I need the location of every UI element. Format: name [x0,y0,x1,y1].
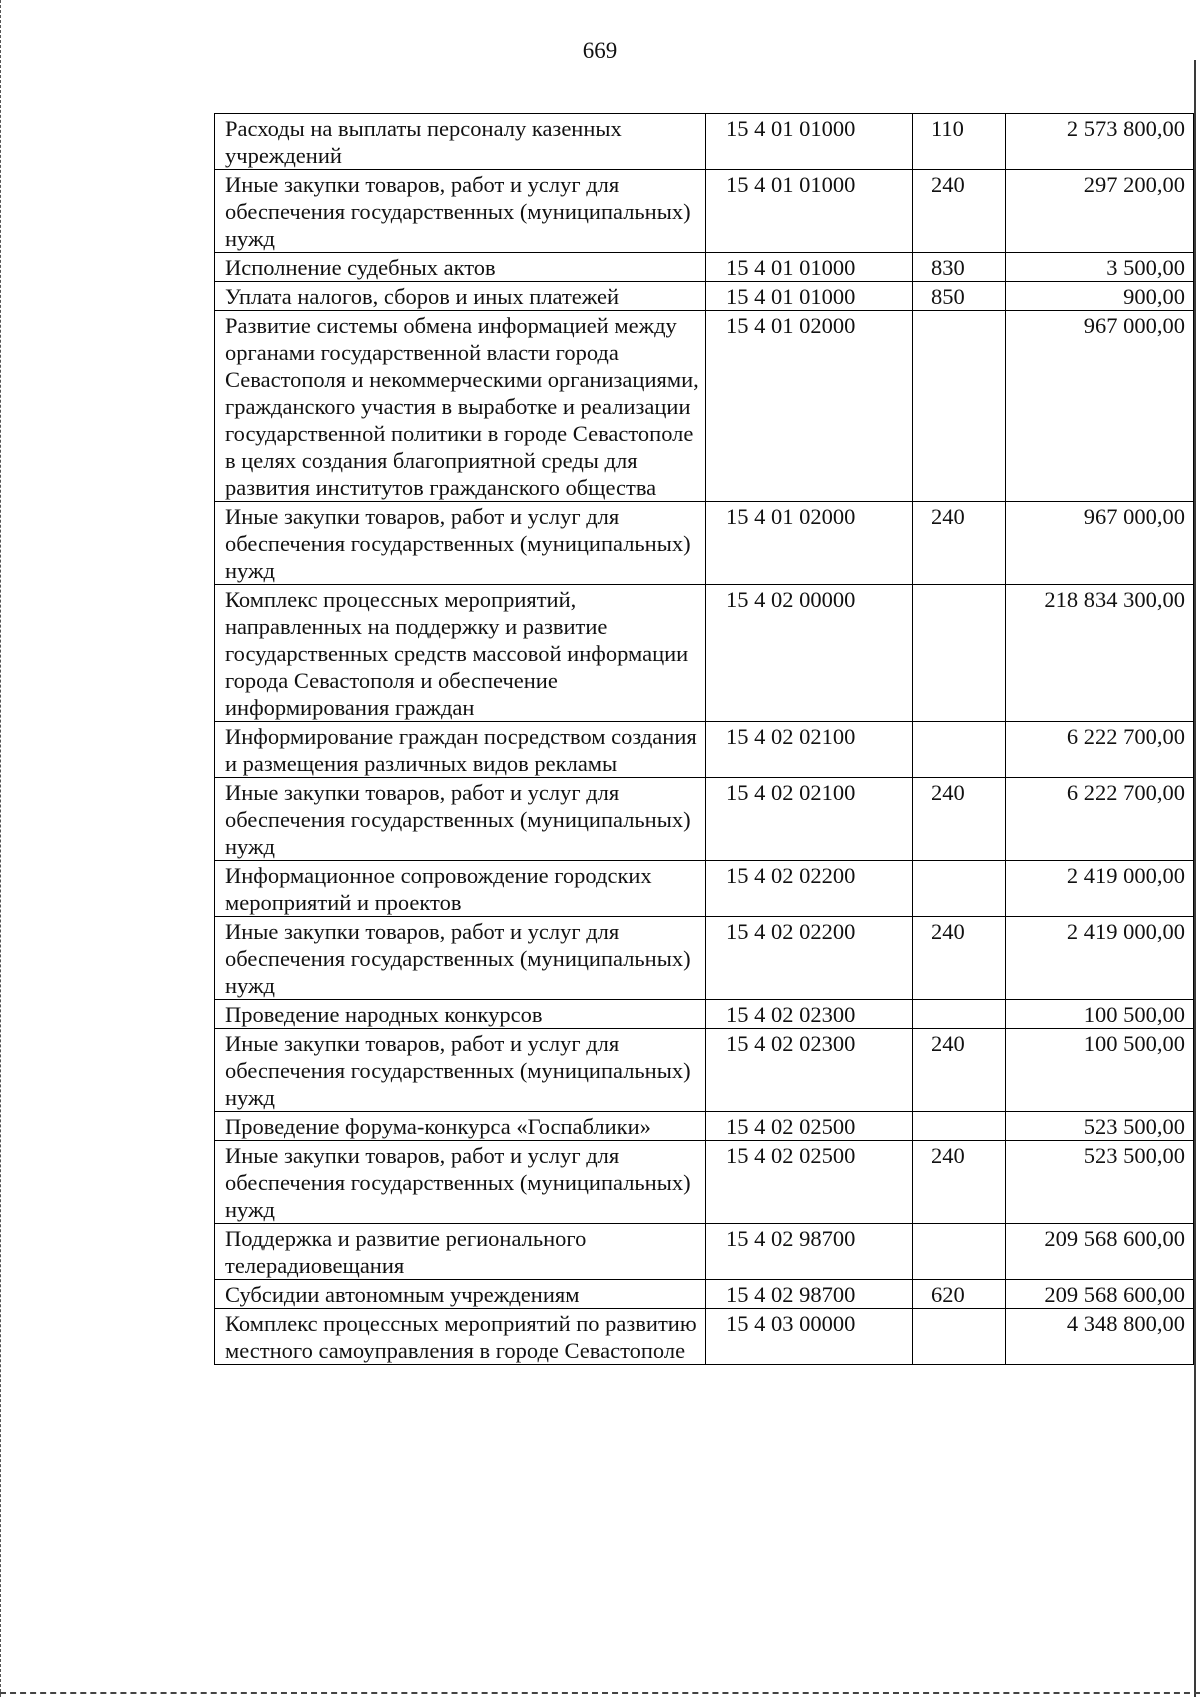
expense-name-cell: Уплата налогов, сборов и иных платежей [215,282,706,311]
expense-type-cell [913,1112,1006,1141]
expense-type-cell: 850 [913,282,1006,311]
expense-name-cell: Проведение форума-конкурса «Госпаблики» [215,1112,706,1141]
amount-cell: 2 419 000,00 [1006,917,1194,1000]
expense-type-cell [913,1000,1006,1029]
amount-cell: 209 568 600,00 [1006,1224,1194,1280]
amount-cell: 523 500,00 [1006,1141,1194,1224]
expense-name-cell: Расходы на выплаты персоналу казенных учреждений [215,114,706,170]
target-code-cell: 15 4 03 00000 [706,1309,913,1365]
amount-cell: 6 222 700,00 [1006,722,1194,778]
expense-type-cell: 240 [913,1141,1006,1224]
table-row [215,1112,1194,1141]
amount-cell: 4 348 800,00 [1006,1309,1194,1365]
table-row [215,502,1194,585]
expense-type-cell [913,1309,1006,1365]
scan-right-edge [1194,60,1196,1697]
table-row [215,253,1194,282]
table-row [215,917,1194,1000]
expense-type-cell: 240 [913,170,1006,253]
target-code-cell: 15 4 02 02200 [706,861,913,917]
budget-table-body [215,114,1194,1365]
expense-name-cell: Поддержка и развитие регионального телерадиовещания [215,1224,706,1280]
expense-type-cell: 240 [913,917,1006,1000]
amount-cell: 3 500,00 [1006,253,1194,282]
target-code-cell: 15 4 02 02300 [706,1000,913,1029]
amount-cell: 218 834 300,00 [1006,585,1194,722]
expense-name-cell: Иные закупки товаров, работ и услуг для обеспечения государственных (муниципальных) нужд [215,778,706,861]
target-code-cell: 15 4 02 98700 [706,1224,913,1280]
table-row [215,1141,1194,1224]
target-code-cell: 15 4 02 00000 [706,585,913,722]
amount-cell: 297 200,00 [1006,170,1194,253]
expense-name-cell: Комплекс процессных мероприятий по развитию местного самоуправления в городе Севастополе [215,1309,706,1365]
expense-name-cell: Информационное сопровождение городских мероприятий и проектов [215,861,706,917]
expense-name-cell: Развитие системы обмена информацией между органами государственной власти города Севастополя и некоммерческими организациями, гражданского участия в выработке и реализации государственной политики в городе Севастополе в целях создания благоприятной среды для развития институтов гражданского общества [215,311,706,502]
table-row [215,1224,1194,1280]
expense-name-cell: Проведение народных конкурсов [215,1000,706,1029]
target-code-cell: 15 4 01 01000 [706,170,913,253]
expense-name-cell: Иные закупки товаров, работ и услуг для обеспечения государственных (муниципальных) нужд [215,1141,706,1224]
table-row [215,722,1194,778]
expense-name-cell: Информирование граждан посредством создания и размещения различных видов рекламы [215,722,706,778]
amount-cell: 2 573 800,00 [1006,114,1194,170]
scan-left-edge [0,0,3,1697]
expense-type-cell: 240 [913,1029,1006,1112]
expense-type-cell: 240 [913,502,1006,585]
expense-type-cell: 240 [913,778,1006,861]
target-code-cell: 15 4 01 02000 [706,311,913,502]
page-number: 669 [582,38,618,63]
amount-cell: 100 500,00 [1006,1000,1194,1029]
amount-cell: 100 500,00 [1006,1029,1194,1112]
expense-type-cell [913,861,1006,917]
target-code-cell: 15 4 01 02000 [706,502,913,585]
expense-type-cell [913,585,1006,722]
target-code-cell: 15 4 02 02300 [706,1029,913,1112]
expense-name-cell: Субсидии автономным учреждениям [215,1280,706,1309]
target-code-cell: 15 4 02 02500 [706,1112,913,1141]
expense-type-cell: 830 [913,253,1006,282]
table-row [215,1000,1194,1029]
target-code-cell: 15 4 01 01000 [706,253,913,282]
expense-type-cell [913,1224,1006,1280]
expense-type-cell [913,311,1006,502]
expense-name-cell: Иные закупки товаров, работ и услуг для обеспечения государственных (муниципальных) нужд [215,502,706,585]
table-row [215,1280,1194,1309]
target-code-cell: 15 4 02 98700 [706,1280,913,1309]
scan-bottom-edge [0,1690,1200,1694]
expense-name-cell: Иные закупки товаров, работ и услуг для обеспечения государственных (муниципальных) нужд [215,170,706,253]
expense-name-cell: Иные закупки товаров, работ и услуг для обеспечения государственных (муниципальных) нужд [215,1029,706,1112]
table-row [215,311,1194,502]
target-code-cell: 15 4 01 01000 [706,282,913,311]
amount-cell: 967 000,00 [1006,311,1194,502]
table-row [215,861,1194,917]
amount-cell: 209 568 600,00 [1006,1280,1194,1309]
target-code-cell: 15 4 02 02500 [706,1141,913,1224]
table-row [215,170,1194,253]
target-code-cell: 15 4 02 02100 [706,778,913,861]
table-row [215,282,1194,311]
amount-cell: 523 500,00 [1006,1112,1194,1141]
expense-type-cell: 620 [913,1280,1006,1309]
table-row [215,1029,1194,1112]
amount-cell: 967 000,00 [1006,502,1194,585]
table-row [215,778,1194,861]
expense-name-cell: Иные закупки товаров, работ и услуг для обеспечения государственных (муниципальных) нужд [215,917,706,1000]
amount-cell: 2 419 000,00 [1006,861,1194,917]
expense-name-cell: Комплекс процессных мероприятий, направленных на поддержку и развитие государственных средств массовой информации города Севастополя и обеспечение информирования граждан [215,585,706,722]
target-code-cell: 15 4 02 02200 [706,917,913,1000]
table-row [215,114,1194,170]
expense-type-cell [913,722,1006,778]
target-code-cell: 15 4 02 02100 [706,722,913,778]
budget-table [214,113,1194,1365]
table-row [215,1309,1194,1365]
expense-name-cell: Исполнение судебных актов [215,253,706,282]
expense-type-cell: 110 [913,114,1006,170]
amount-cell: 6 222 700,00 [1006,778,1194,861]
table-row [215,585,1194,722]
amount-cell: 900,00 [1006,282,1194,311]
target-code-cell: 15 4 01 01000 [706,114,913,170]
